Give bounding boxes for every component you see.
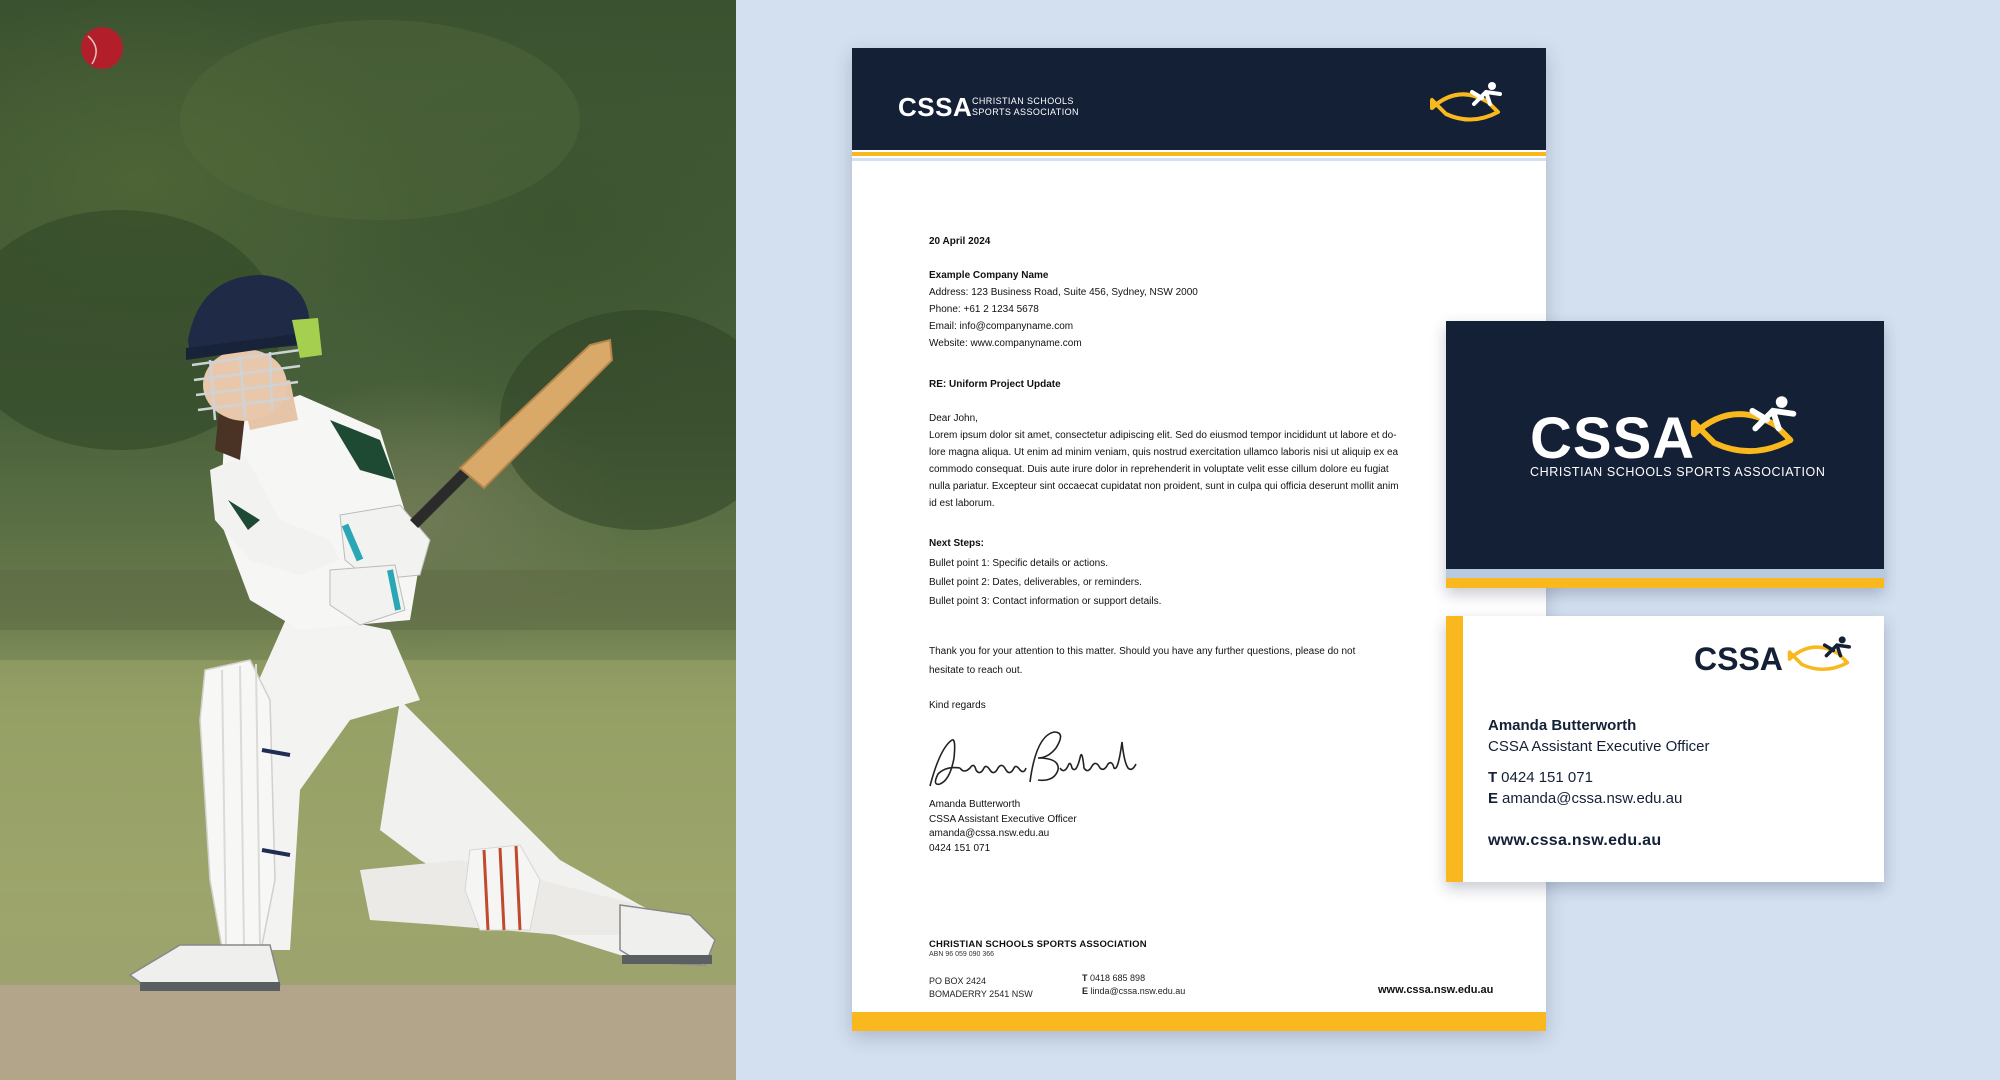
cricket-ball xyxy=(81,27,123,69)
recipient-email: Email: info@companyname.com xyxy=(929,321,1074,332)
recipient-company: Example Company Name xyxy=(929,270,1049,281)
signer-name: Amanda Butterworth xyxy=(929,799,1021,810)
business-card-back xyxy=(1446,616,1884,882)
cssa-fish-logo-icon xyxy=(1688,390,1808,458)
recipient-phone: Phone: +61 2 1234 5678 xyxy=(929,304,1039,315)
next-steps-heading: Next Steps: xyxy=(929,538,985,549)
body-line: nulla pariatur. Excepteur sint occaecat cupidatat non proident, sunt in culpa qui officia deserunt mollit anim xyxy=(929,481,1399,492)
signer-phone: 0424 151 071 xyxy=(929,842,991,854)
blue-band xyxy=(1446,569,1884,578)
recipient-address-block xyxy=(929,267,1198,352)
handwritten-signature xyxy=(926,728,1146,798)
gold-stripe xyxy=(852,152,1546,156)
cssa-logo-word: CSSA xyxy=(898,92,973,122)
gold-side-band xyxy=(1446,616,1463,882)
card-website: www.cssa.nsw.edu.au xyxy=(1488,832,1662,849)
recipient-website: Website: www.companyname.com xyxy=(929,338,1082,349)
next-steps xyxy=(929,535,1161,610)
card-email: E amanda@cssa.nsw.edu.au xyxy=(1488,790,1683,807)
cricket-photo xyxy=(0,0,736,1080)
bullet-item: Bullet point 2: Dates, deliverables, or reminders. xyxy=(929,577,1142,588)
card-title: CSSA Assistant Executive Officer xyxy=(1488,738,1710,755)
footer-abn: ABN 96 059 090 366 xyxy=(929,951,994,958)
business-card-front xyxy=(1446,321,1884,588)
cssa-logo-word: CSSA xyxy=(1694,641,1783,677)
letter-body xyxy=(929,410,1429,512)
footer-website: www.cssa.nsw.edu.au xyxy=(1378,984,1494,996)
footer-contact: T 0418 685 898 E linda@cssa.nsw.edu.au xyxy=(1082,973,1186,996)
card-tagline: CHRISTIAN SCHOOLS SPORTS ASSOCIATION xyxy=(1530,465,1826,479)
gold-footer-band xyxy=(852,1012,1546,1031)
cssa-logo-subtitle: CHRISTIAN SCHOOLS SPORTS ASSOCIATION xyxy=(972,96,1079,117)
signer-email: amanda@cssa.nsw.edu.au xyxy=(929,828,1050,839)
letterhead xyxy=(852,48,1546,1031)
closing: Kind regards xyxy=(929,700,986,711)
signer-title: CSSA Assistant Executive Officer xyxy=(929,813,1077,825)
body-line: commodo consequat. Duis aute irure dolor in reprehenderit in voluptate velit esse cillum dolore eu fugiat xyxy=(929,464,1389,475)
cssa-fish-logo-icon xyxy=(1428,78,1510,124)
gold-band xyxy=(1446,578,1884,588)
card-phone: T 0424 151 071 xyxy=(1488,769,1593,786)
cssa-fish-logo-icon xyxy=(1786,632,1858,674)
cssa-logo-word: CSSA xyxy=(1530,406,1696,471)
bullet-item: Bullet point 1: Specific details or actions. xyxy=(929,558,1108,569)
subject-line: RE: Uniform Project Update xyxy=(929,379,1061,390)
blue-stripe xyxy=(852,158,1546,161)
letter-date: 20 April 2024 xyxy=(929,236,991,247)
footer-org-name: CHRISTIAN SCHOOLS SPORTS ASSOCIATION xyxy=(929,939,1147,950)
body-line: Lorem ipsum dolor sit amet, consectetur adipiscing elit. Sed do eiusmod tempor incididunt ut labore et do- xyxy=(929,430,1397,441)
cricket-batter-illustration xyxy=(0,0,736,1080)
body-line: id est laborum. xyxy=(929,498,995,509)
letterhead-header xyxy=(852,48,1546,150)
footer-postal-address: PO BOX 2424 BOMADERRY 2541 NSW xyxy=(929,976,1033,999)
signer-block xyxy=(929,798,1077,856)
recipient-address: Address: 123 Business Road, Suite 456, Sydney, NSW 2000 xyxy=(929,287,1198,298)
thanks-paragraph: Thank you for your attention to this matter. Should you have any further questions, please do not hesitate to reach out. xyxy=(929,646,1356,676)
card-name: Amanda Butterworth xyxy=(1488,717,1637,734)
bullet-item: Bullet point 3: Contact information or support details. xyxy=(929,596,1162,607)
body-line: lore magna aliqua. Ut enim ad minim veniam, quis nostrud exercitation ullamco laboris nisi ut aliquip ex ea xyxy=(929,447,1399,458)
greeting: Dear John, xyxy=(929,413,978,424)
